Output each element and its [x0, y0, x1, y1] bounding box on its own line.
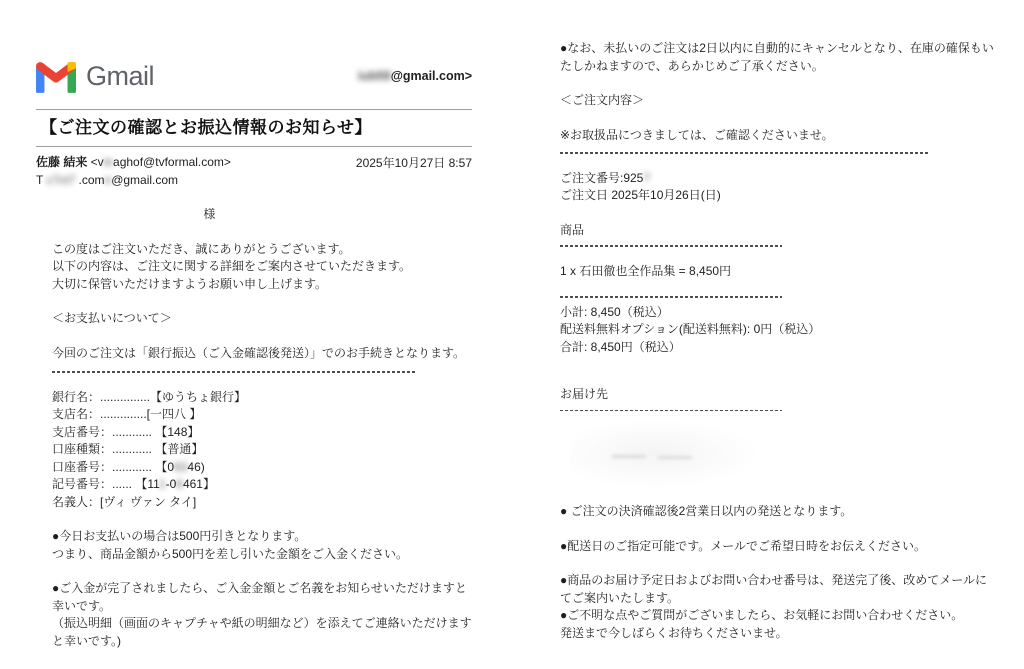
divider-subject [36, 146, 472, 147]
redacted-account-user: iub59 [358, 69, 391, 84]
section-heading-order: ＜ご注文内容＞ [560, 93, 645, 107]
greeting-line [52, 206, 472, 224]
email-meta [36, 154, 472, 190]
redacted-symbol-number-1: 1 [159, 477, 166, 491]
shipping-line: 配送料無料オプション(配送料無料): 0円（税込） [560, 322, 821, 336]
item-line: 1 x 石田徹也全作品集 = 8,450円 [560, 263, 732, 278]
paragraph-discount: ●今日お支払いの場合は500円引きとなります。 つまり、商品金額から500円を差し引いた金額をご入金ください。 [52, 529, 409, 561]
shipto-heading: お届け先 [560, 387, 609, 401]
redacted-order-number: 7 [643, 170, 651, 185]
order-info-block [560, 170, 994, 205]
subtotal-line: 小計: 8,450（税込） [560, 304, 669, 319]
redacted-shipping-address [560, 411, 994, 503]
gmail-wordmark: Gmail [86, 61, 155, 92]
dashed-separator [560, 152, 928, 154]
bullet-delivery-date: ●配送日のご指定可能です。メールでご希望日時をお伝えください。 [560, 538, 927, 553]
paragraph-cancel-notice: ●なお、未払いのご注文は2日以内に自動的にキャンセルとなり、在庫の確保もいたしかねますので、あらかじめご了承ください。 [560, 41, 994, 73]
sender-name: 佐藤 結来 [36, 154, 88, 169]
recipient-honorific: 様 [203, 207, 216, 221]
paragraph-thanks: この度はご注文いただき、誠にありがとうございます。 以下の内容は、ご注文に関する詳細をご案内させていただきます。 大切に保管いただけますようお願い申し上げます。 [52, 241, 412, 291]
redacted-recipient-name [52, 208, 200, 218]
email-body-left [52, 206, 472, 650]
from-line: 佐藤 結来 <vinaghof@tvformal.com> [36, 154, 231, 169]
dashed-separator [52, 371, 416, 373]
sender-email: aghof@tvformal.com> [113, 154, 231, 169]
gmail-logo [36, 62, 154, 93]
print-column-right [560, 40, 994, 642]
account-email: iub59@gmail.com> [358, 69, 472, 84]
bank-name-line: 銀行名：...............【ゆうちょ銀行】 [52, 389, 247, 404]
gmail-m-icon [36, 62, 76, 93]
total-line: 合計: 8,450円（税込） [560, 339, 681, 354]
bank-info-block [52, 389, 472, 512]
dashed-separator [560, 245, 782, 247]
email-subject: 【ご注文の確認とお振込情報のお知らせ】 [40, 118, 372, 137]
closing-line: 発送まで今しばらくお待ちくださいませ。 [560, 625, 788, 640]
redacted-to-user: n [104, 172, 112, 187]
holder-name-line: 名義人：[ヴィ ヴァン タイ] [52, 494, 197, 509]
redacted-symbol-number-2: 6 [176, 477, 183, 491]
branch-name-line: 支店名：..............[一四八 】 [52, 407, 202, 421]
bullet-tracking: ●商品のお届け予定日およびお問い合わせ番号は、発送完了後、改めてメールにてご案内いたします。 [560, 573, 988, 605]
bullet-questions: ●ご不明な点やご質問がございましたら、お気軽にお問い合わせください。 [560, 608, 964, 622]
account-number-line: 口座番号：............ 【06346) [52, 459, 205, 474]
to-email: @gmail.com [111, 172, 179, 187]
divider-top [36, 109, 472, 110]
paragraph-check-note: ※お取扱品につきましては、ご確認くださいませ。 [560, 127, 834, 142]
order-number-line: ご注文番号:9257 [560, 170, 651, 185]
to-line: T c7ct7 .comn@gmail.com [36, 172, 179, 187]
account-type-line: 口座種類：............ 【普通】 [52, 442, 204, 456]
redacted-sender-email: in [103, 154, 114, 169]
email-date: 2025年10月27日 8:57 [355, 155, 472, 170]
redacted-to-name: c7ct7 [46, 172, 76, 187]
print-column-left [36, 58, 472, 650]
paragraph-payment-method: 今回のご注文は「銀行振込（ご入金確認後発送）」でのお手続きとなります。 [52, 345, 466, 360]
paragraph-payment-notice: ●ご入金が完了されましたら、ご入金金額とご名義をお知らせいただけますと幸いです。 （振込明細（画面のキャプチャや紙の明細など）を添えてご連絡いただけますと幸いです。) [52, 581, 472, 648]
redacted-account-number: 63 [174, 459, 188, 474]
bullet-shipping-time: ● ご注文の決済確認後2営業日以内の発送となります。 [560, 504, 853, 518]
symbol-number-line: 記号番号：...... 【111-06461】 [52, 477, 215, 491]
totals-block [560, 304, 994, 357]
dashed-separator [560, 296, 782, 298]
order-date-line: ご注文日 2025年10月26日(日) [560, 188, 721, 202]
items-heading: 商品 [560, 222, 585, 237]
branch-number-line: 支店番号：............ 【148】 [52, 424, 200, 439]
section-heading-payment: ＜お支払いについて＞ [52, 311, 172, 325]
gmail-print-header [36, 58, 472, 96]
